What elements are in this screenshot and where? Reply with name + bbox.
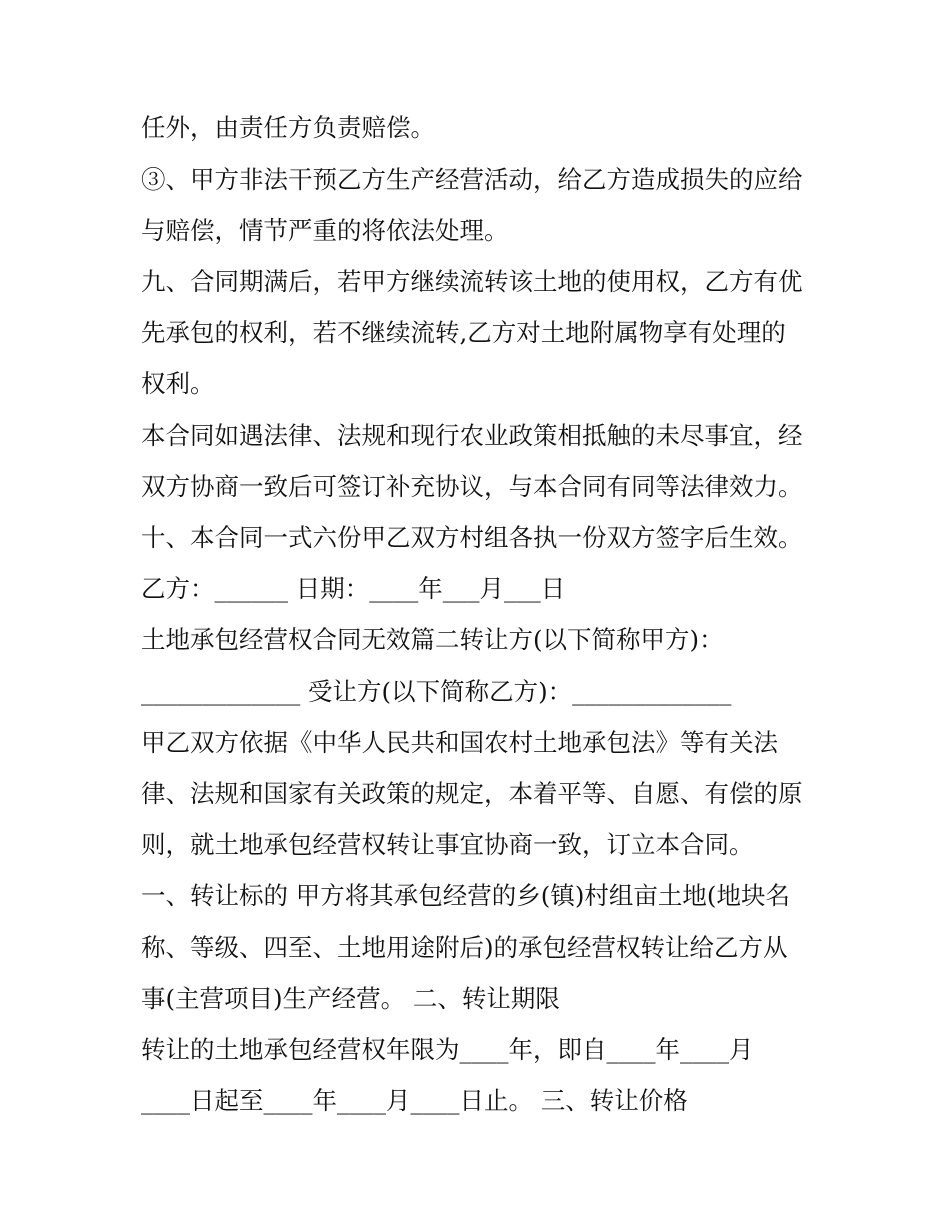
text-line: 律、法规和国家有关政策的规定，本着平等、自愿、有偿的原 <box>141 779 803 808</box>
text-line: 权利。 <box>141 369 215 398</box>
text-line: 则，就土地承包经营权转让事宜协商一致，订立本合同。 <box>141 830 754 859</box>
text-line: 一、转让标的 甲方将其承包经营的乡(镇)村组亩土地(地块名 <box>141 881 790 910</box>
text-line: 九、合同期满后，若甲方继续流转该土地的使用权，乙方有优 <box>141 267 803 296</box>
parties-blank-line: _____________ 受让方(以下简称乙方)：_____________ <box>141 677 732 706</box>
text-line: 先承包的权利，若不继续流转,乙方对土地附属物享有处理的 <box>141 318 786 347</box>
text-line: ③、甲方非法干预乙方生产经营活动，给乙方造成损失的应给 <box>141 165 803 194</box>
text-line: 与赔偿，情节严重的将依法处理。 <box>141 216 509 245</box>
text-line: 土地承包经营权合同无效篇二转让方(以下简称甲方)： <box>141 625 724 654</box>
text-line: 称、等级、四至、土地用途附后)的承包经营权转让给乙方从 <box>141 933 788 962</box>
signature-date-line: 乙方：______ 日期：____年___月___日 <box>141 574 566 603</box>
text-line: 任外，由责任方负责赔偿。 <box>141 113 435 142</box>
text-line: 转让的土地承包经营权年限为____年，即自____年____月 <box>141 1035 754 1064</box>
text-line: 本合同如遇法律、法规和现行农业政策相抵触的未尽事宜，经 <box>141 421 803 450</box>
text-line: 双方协商一致后可签订补充协议，与本合同有同等法律效力。 <box>141 472 803 501</box>
text-line: 事(主营项目)生产经营。 二、转让期限 <box>141 984 560 1013</box>
text-line: 甲乙双方依据《中华人民共和国农村土地承包法》等有关法 <box>141 728 778 757</box>
text-line: 十、本合同一式六份甲乙双方村组各执一份双方签字后生效。 <box>141 523 803 552</box>
text-line: ____日起至____年____月____日止。 三、转让价格 <box>141 1086 688 1115</box>
